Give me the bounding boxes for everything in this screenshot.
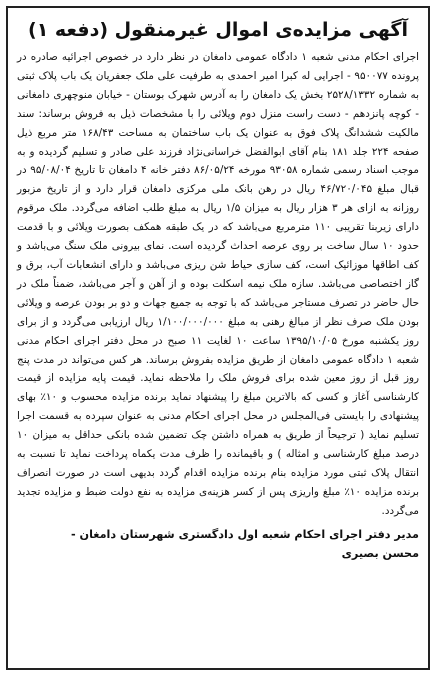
notice-frame xyxy=(6,6,430,670)
notice-body: اجرای احکام مدنی شعبه ۱ دادگاه عمومی دامغان در نظر دارد در خصوص اجرائیه صادره در پرونده ۹۵۰۰۷۷ - اجرایی له کبرا امیر احمدی به طرفیت علی ملک جعفریان یک باب پلاک ثبتی به شماره ۲۵۲۸/۱۳۳۲ بخش یک دامغان را به آدرس شهرک بوستان - خیابان منوچهری دامغانی - کوچه پانزدهم - دست راست منزل دوم ویلائی را با مشخصات ذیل به فروش برساند: سند مالکیت ششدانگ پلاک فوق به عنوان یک باب ساختمان به مساحت ۱۶۸/۴۳ متر مربع ذیل صفحه ۲۲۴ جلد ۱۸۱ بنام آقای ابوالفضل خراسانی‌نژاد فرزند علی صادر و تسلیم گردیده و به موجب اسناد رسمی شماره ۹۳۰۵۸ مورخه ۸۶/۰۵/۲۴ دفتر خانه ۴ دامغان تا تاریخ ۹۵/۰۸/۰۴ در قبال مبلغ ۴۶/۷۲۰/۰۴۵ ریال در رهن بانک ملی مرکزی دامغان قرار دارد و از تاریخ مزبور روزانه به ازای هر ۳ هزار ریال به میزان ۱/۵ ریال به مبلغ طلب اضافه می‌گردد. ملک مرقوم دارای زیربنا تقریبی ۱۱۰ مترمربع می‌باشد که در یک طبقه همکف بصورت ویلائی و با قدمت حدود ۱۰ سال ساخت بر روی عرصه احداث گردیده است. نمای بیرونی ملک سنگ می‌باشد و کف اطاقها موزائیک است، کف سازی حیاط شن ریزی می‌باشد و دارای انشعابات آب، برق و گاز اختصاصی می‌باشد. سازه ملک نیمه اسکلت بوده و از آهن و آجر می‌باشد، ضمناً ملک در حال حاضر در تصرف مستاجر می‌باشد که با توجه به جمیع جهات و دو بر بودن عرصه و ویلائی بودن ملک صرف نظر از مبالغ رهنی به مبلغ ۱/۱۰۰/۰۰۰/۰۰۰ ریال ارزیابی می‌گردد و از برای روز یکشنبه مورخ ۱۳۹۵/۱۰/۰۵ ساعت ۱۰ لغایت ۱۱ صبح در محل دفتر اجرای احکام مدنی شعبه ۱ دادگاه عمومی دامغان از طریق مزایده بفروش برساند. هر کس می‌تواند در مدت پنج روز قبل از روز معین شده برای فروش ملک را ملاحظه نماید. قیمت پایه مزایده از قیمت کارشناسی آغاز و کسی که بالاترین مبلغ را پیشنهاد نماید برنده مزایده محسوب و ۱۰٪ بهای پیشنهادی را بایستی فی‌المجلس در محل اجرای احکام مدنی به عنوان سپرده به قسمت اجرا تسلیم نماید ( ترجیحاً از طریق به همراه داشتن چک تضمین شده بانکی حداقل به میزان ۱۰ درصد مبلغ کارشناسی و امثاله ) و باقیمانده را ظرف مدت یکماه پرداخت نماید تا نسبت به انتقال پلاک ثبتی مورد مزایده بنام برنده مزایده اقدام گردد بدیهی است در صورت انصراف برنده مزایده ۱۰٪ مبلغ واریزی پس از کسر هزینه‌ی مزایده به نفع دولت ضبط و مزایده تجدید می‌گردد. xyxy=(17,51,420,517)
notice-signature xyxy=(17,525,419,563)
signature-line: مدیر دفتر اجرای احکام شعبه اول دادگستری شهرستان دامغان - xyxy=(71,527,419,541)
signature-name: محسن بصیری xyxy=(341,546,419,560)
notice-title: آگهی مزایده‌ی اموال غیرمنقول (دفعه ۱) xyxy=(28,19,408,41)
